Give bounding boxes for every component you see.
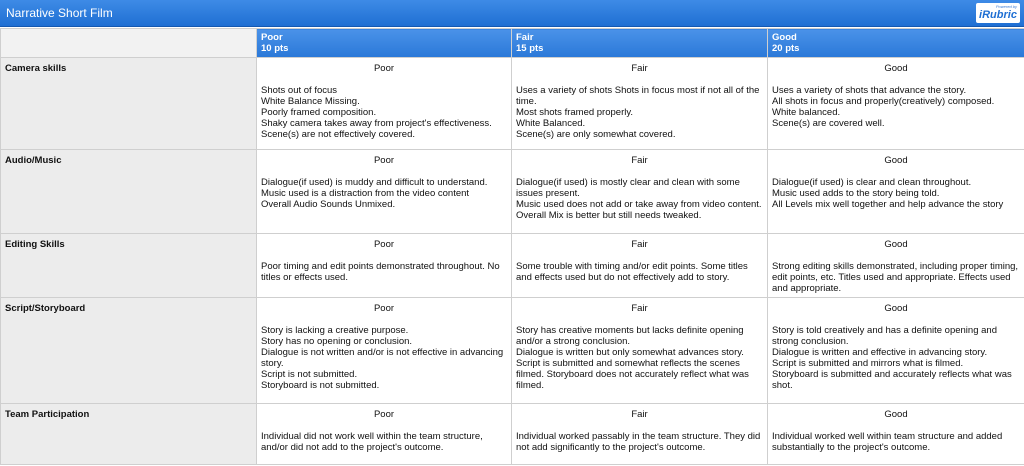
rubric-cell[interactable]: [512, 234, 768, 298]
cell-level-title: Poor: [373, 303, 395, 314]
rubric-table: [0, 28, 1024, 465]
rubric-title-bar: [0, 0, 1024, 27]
cell-description: Dialogue(if used) is clear and clean throughout. Music used adds to the story being told. All Levels mix well together and help advance the story: [772, 177, 1004, 210]
rubric-header-row: [1, 29, 1024, 58]
cell-description: Individual did not work well within the team structure, and/or did not add to the project's outcome.: [261, 431, 483, 453]
rubric-cell[interactable]: [257, 150, 512, 234]
rubric-cell[interactable]: [257, 58, 512, 150]
cell-level-title: Poor: [373, 63, 395, 74]
cell-description: Some trouble with timing and/or edit points. Some titles and effects used but do not effectively add to story.: [516, 261, 748, 283]
cell-description: Individual worked well within team structure and added substantially to the project's outcome.: [772, 431, 1003, 453]
irubric-brand: iRubric: [979, 9, 1017, 21]
rubric-cell[interactable]: [512, 404, 768, 465]
rubric-cell[interactable]: [512, 298, 768, 404]
cell-level-title: Good: [884, 155, 908, 166]
cell-level-title: Poor: [373, 155, 395, 166]
powered-by-label: Powered by: [995, 4, 1017, 9]
cell-description: Story has creative moments but lacks definite opening and/or a strong conclusion. Dialogue is written but only somewhat advances story. Script is submitted and somewhat reflects the scenes filmed. Storyboard does not accurately reflect what was filmed.: [516, 325, 749, 391]
criterion-row-script-storyboard: [1, 298, 1024, 404]
irubric-logo[interactable]: [976, 3, 1020, 23]
header-corner-cell: [1, 29, 257, 58]
level-header-poor: [257, 29, 512, 58]
cell-level-title: Fair: [631, 239, 648, 250]
cell-level-title: Fair: [631, 303, 648, 314]
level-header-good: [768, 29, 1024, 58]
cell-description: Shots out of focus White Balance Missing. Poorly framed composition. Shaky camera takes away from project's effectiveness. Scene(s) are not effectively covered.: [261, 85, 492, 140]
criterion-row-editing-skills: [1, 234, 1024, 298]
level-points: 10 pts: [261, 43, 289, 54]
rubric-title: Narrative Short Film: [6, 6, 113, 20]
cell-level-title: Fair: [631, 155, 648, 166]
cell-description: Individual worked passably in the team structure. They did not add significantly to the project's outcome.: [516, 431, 761, 453]
cell-description: Dialogue(if used) is muddy and difficult to understand. Music used is a distraction from the video content Overall Audio Sounds Unmixed.: [261, 177, 488, 210]
rubric-cell[interactable]: [257, 298, 512, 404]
cell-description: Uses a variety of shots that advance the story. All shots in focus and properly(creatively) composed. White balanced. Scene(s) are covered well.: [772, 85, 995, 129]
cell-level-title: Poor: [373, 409, 395, 420]
cell-description: Story is lacking a creative purpose. Story has no opening or conclusion. Dialogue is not written and/or is not effective in advancing story. Script is not submitted. Storyboard is not submitted.: [261, 325, 504, 391]
rubric-cell[interactable]: [768, 298, 1024, 404]
level-name: Fair: [516, 32, 534, 43]
level-name: Good: [772, 32, 797, 43]
cell-description: Dialogue(if used) is mostly clear and clean with some issues present. Music used does not add or take away from video content. Overall Mix is better but still needs tweaked.: [516, 177, 762, 221]
cell-description: Story is told creatively and has a definite opening and strong conclusion. Dialogue is written and effective in advancing story. Script is submitted and mirrors what is filmed. Storyboard is submitted and accurately reflects what was shot.: [772, 325, 1012, 391]
cell-level-title: Good: [884, 409, 908, 420]
cell-level-title: Good: [884, 303, 908, 314]
criterion-name: Audio/Music: [1, 150, 257, 234]
rubric-cell[interactable]: [512, 150, 768, 234]
level-points: 20 pts: [772, 43, 800, 54]
cell-level-title: Fair: [631, 409, 648, 420]
criterion-name: Editing Skills: [1, 234, 257, 298]
cell-level-title: Good: [884, 239, 908, 250]
cell-level-title: Poor: [373, 239, 395, 250]
cell-description: Poor timing and edit points demonstrated throughout. No titles or effects used.: [261, 261, 500, 283]
criterion-name: Team Participation: [1, 404, 257, 465]
criterion-name: Camera skills: [1, 58, 257, 150]
criterion-row-team-participation: [1, 404, 1024, 465]
cell-description: Strong editing skills demonstrated, including proper timing, edit points, etc. Titles used and appropriate. Effects used and appropriate.: [772, 261, 1019, 294]
rubric-cell[interactable]: [768, 58, 1024, 150]
rubric-cell[interactable]: [768, 404, 1024, 465]
level-name: Poor: [261, 32, 283, 43]
rubric-cell[interactable]: [257, 234, 512, 298]
rubric-cell[interactable]: [768, 234, 1024, 298]
rubric-cell[interactable]: [257, 404, 512, 465]
level-points: 15 pts: [516, 43, 544, 54]
cell-description: Uses a variety of shots Shots in focus most if not all of the time. Most shots framed properly. White Balanced. Scene(s) are only somewhat covered.: [516, 85, 760, 140]
criterion-row-audio-music: [1, 150, 1024, 234]
cell-level-title: Good: [884, 63, 908, 74]
criterion-row-camera-skills: [1, 58, 1024, 150]
criterion-name: Script/Storyboard: [1, 298, 257, 404]
level-header-fair: [512, 29, 768, 58]
rubric-cell[interactable]: [768, 150, 1024, 234]
cell-level-title: Fair: [631, 63, 648, 74]
rubric-cell[interactable]: [512, 58, 768, 150]
